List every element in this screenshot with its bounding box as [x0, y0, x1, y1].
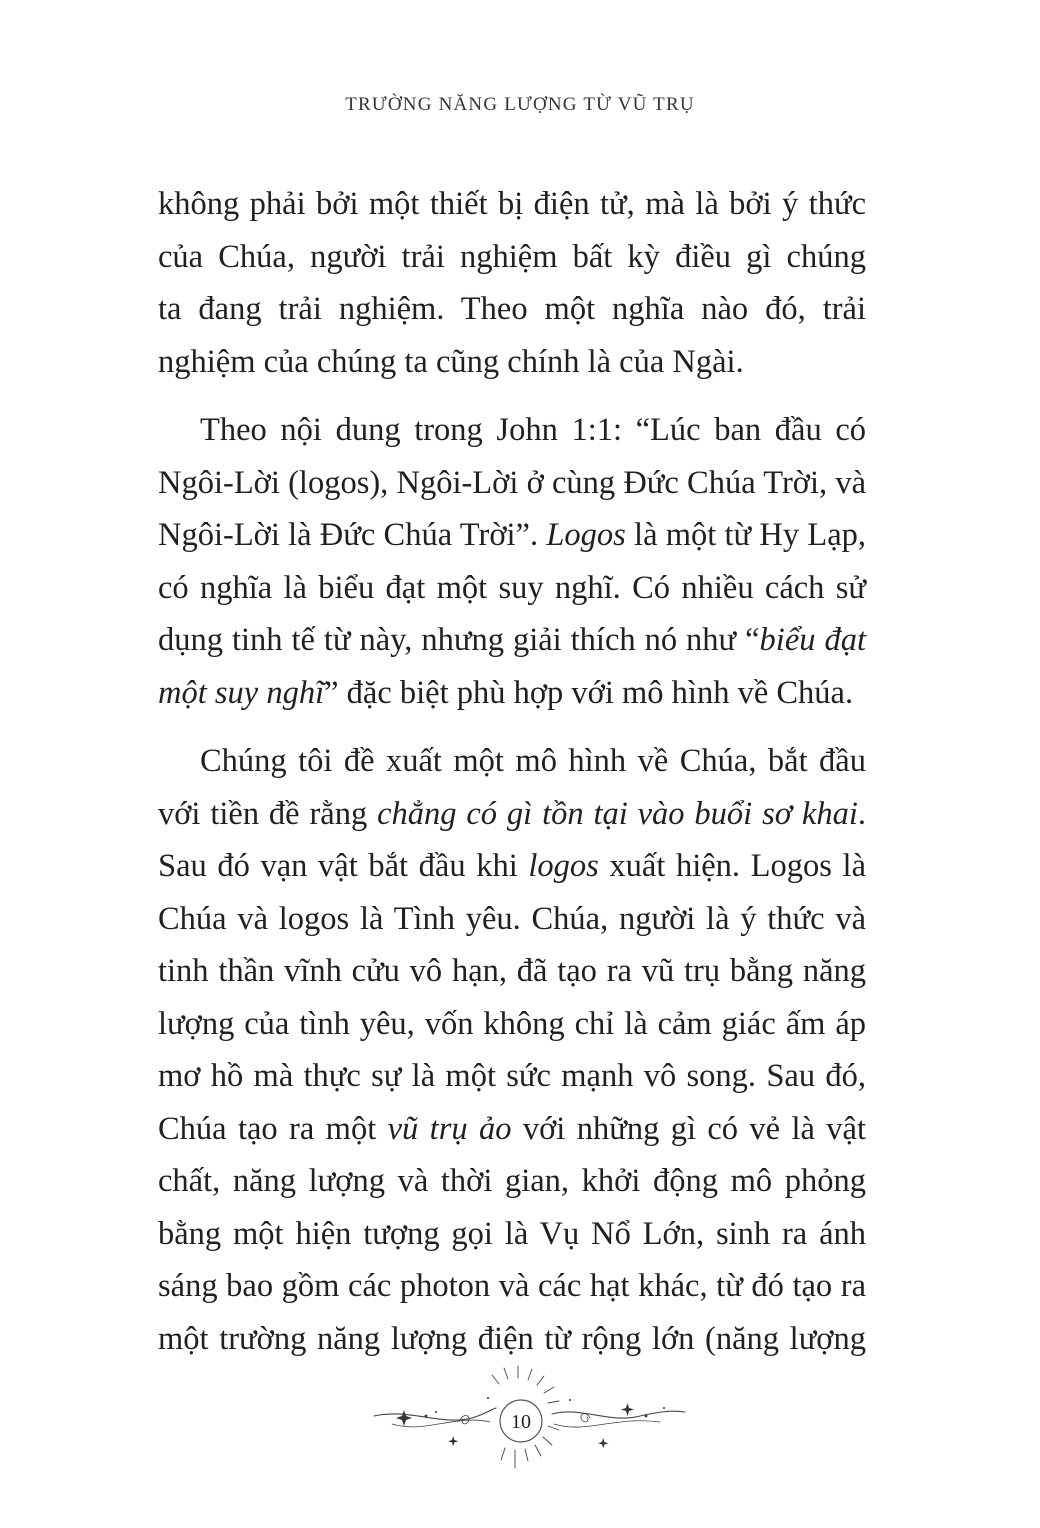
- paragraph-3: [158, 735, 866, 1365]
- text-line: nghiệm của chúng ta cũng chính là của Ngài.: [158, 343, 744, 380]
- text-run: Ngôi-Lời là Đức Chúa Trời”.: [158, 517, 547, 553]
- text-line: Theo nội dung trong John 1:1: “Lúc ban đầu có: [200, 412, 866, 448]
- text-line: [158, 509, 866, 562]
- italic-phrase: chẳng có gì tồn tại vào buổi sơ khai: [377, 795, 858, 832]
- text-run: Sau đó vạn vật bắt đầu khi: [158, 848, 529, 884]
- text-line: [158, 1103, 866, 1156]
- text-line: tinh thần vĩnh cửu vô hạn, đã tạo ra vũ trụ bằng năng: [158, 953, 866, 989]
- text-run: .: [857, 795, 867, 832]
- text-line: lượng của tình yêu, vốn không chỉ là cảm giác ấm áp: [158, 1005, 866, 1042]
- text-run: là một từ Hy Lạp,: [625, 517, 866, 553]
- text-line: [158, 614, 866, 667]
- text-line: chất, năng lượng và thời gian, khởi động mô phỏng: [158, 1163, 866, 1199]
- text-line: mơ hồ mà thực sự là một sức mạnh vô song. Sau đó,: [158, 1058, 866, 1094]
- text-line: [158, 840, 866, 893]
- text-run: với những gì có vẻ là vật: [511, 1110, 866, 1147]
- text-run: xuất hiện. Logos là: [598, 848, 866, 884]
- text-line: một trường năng lượng điện từ rộng lớn (năng lượng: [158, 1320, 866, 1357]
- text-run: ” đặc biệt phù hợp với mô hình về Chúa.: [324, 674, 854, 711]
- text-line: bằng một hiện tượng gọi là Vụ Nổ Lớn, sinh ra ánh: [158, 1215, 866, 1252]
- text-run: Chúa tạo ra một: [158, 1110, 388, 1147]
- italic-term: logos: [528, 848, 599, 884]
- page-number: 10: [511, 1411, 531, 1433]
- text-line: [158, 667, 866, 720]
- paragraph-2: [158, 404, 866, 719]
- italic-phrase: một suy nghĩ: [158, 674, 325, 711]
- text-line: của Chúa, người trải nghiệm bất kỳ điều gì chúng: [158, 238, 866, 275]
- text-line: sáng bao gồm các photon và các hạt khác, từ đó tạo ra: [158, 1268, 866, 1304]
- paragraph-1: [158, 178, 866, 388]
- text-line: Chúng tôi đề xuất một mô hình về Chúa, bắt đầu: [200, 743, 866, 779]
- running-head: TRƯỜNG NĂNG LƯỢNG TỪ VŨ TRỤ: [345, 94, 695, 115]
- text-line: [158, 788, 866, 841]
- text-line: Chúa và logos là Tình yêu. Chúa, người là ý thức và: [158, 900, 866, 937]
- body-text: [158, 178, 866, 1365]
- text-line: Ngôi-Lời (logos), Ngôi-Lời ở cùng Đức Chúa Trời, và: [158, 464, 866, 501]
- text-line: có nghĩa là biểu đạt một suy nghĩ. Có nhiều cách sử: [158, 569, 866, 606]
- text-run: với tiền đề rằng: [158, 795, 378, 832]
- italic-phrase: vũ trụ ảo: [387, 1110, 512, 1147]
- text-line: không phải bởi một thiết bị điện tử, mà là bởi ý thức: [158, 186, 866, 222]
- text-line: ta đang trải nghiệm. Theo một nghĩa nào đó, trải: [158, 291, 866, 327]
- text-run: dụng tinh tế từ này, nhưng giải thích nó như “: [158, 622, 760, 658]
- italic-phrase: biểu đạt: [759, 622, 866, 658]
- italic-term: Logos: [546, 517, 626, 553]
